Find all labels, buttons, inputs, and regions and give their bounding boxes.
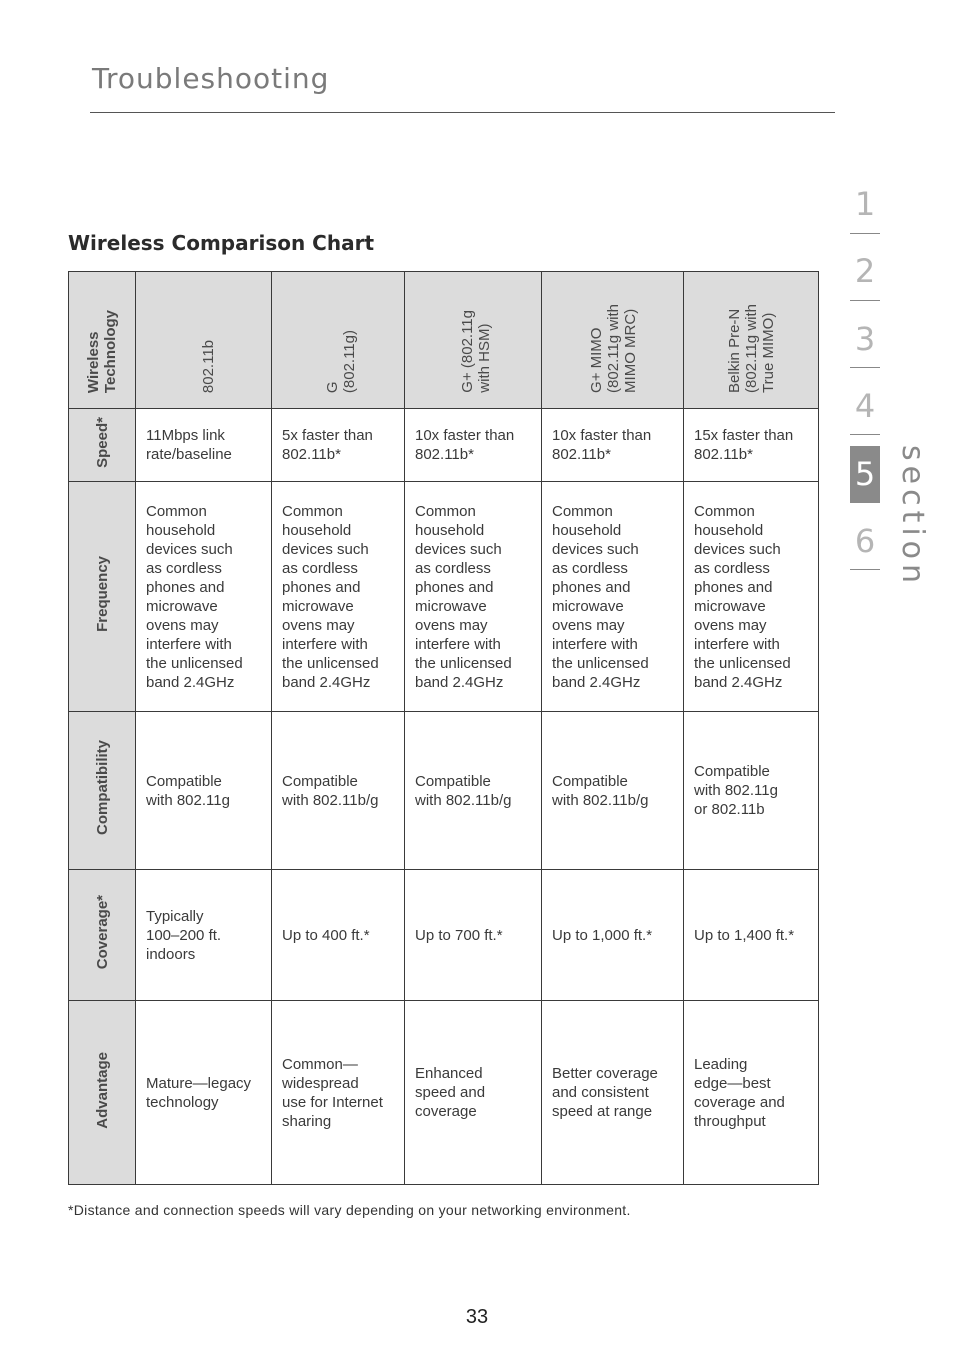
corner-header-label: Wireless Technology [85,309,119,393]
column-header-cell [272,272,405,409]
table-cell: 10x faster than 802.11b* [405,409,542,482]
row-header-cell [69,1001,136,1185]
table-cell: Up to 1,400 ft.* [684,870,819,1001]
section-divider [850,434,880,435]
table-cell: 10x faster than 802.11b* [542,409,684,482]
row-header-label: Frequency [93,556,111,632]
page-header-title: Troubleshooting [92,62,330,95]
table-row-coverage [69,870,819,1001]
table-cell: Common household devices such as cordless phones and microwave ovens may interfere with the unlicensed band 2.4GHz [136,482,272,712]
section-number-6[interactable]: 6 [854,522,876,560]
table-cell: Compatible with 802.11b/g [542,712,684,870]
row-header-cell [69,870,136,1001]
section-number-1[interactable]: 1 [854,185,876,223]
table-cell: Better coverage and consistent speed at range [542,1001,684,1185]
table-cell: Common household devices such as cordless phones and microwave ovens may interfere with the unlicensed band 2.4GHz [684,482,819,712]
column-header-label: G+ MIMO (802.11g with MIMO MRC) [588,304,639,393]
table-cell: Compatible with 802.11b/g [272,712,405,870]
row-header-label: Compatibility [93,740,111,836]
table-cell: Up to 700 ft.* [405,870,542,1001]
column-header-cell [684,272,819,409]
table-cell: Common household devices such as cordless phones and microwave ovens may interfere with the unlicensed band 2.4GHz [405,482,542,712]
table-cell: Compatible with 802.11b/g [405,712,542,870]
table-cell: 5x faster than 802.11b* [272,409,405,482]
section-number-5-active[interactable]: 5 [850,446,880,503]
table-cell: Mature—legacy technology [136,1001,272,1185]
row-header-cell [69,409,136,482]
table-cell: Compatible with 802.11g or 802.11b [684,712,819,870]
header-divider [90,112,835,113]
row-header-cell [69,712,136,870]
table-row-advantage [69,1001,819,1185]
table-cell: Common household devices such as cordless phones and microwave ovens may interfere with the unlicensed band 2.4GHz [542,482,684,712]
section-divider [850,300,880,301]
wireless-comparison-table [68,271,819,1185]
row-header-label: Coverage* [93,895,111,970]
table-cell: Typically 100–200 ft. indoors [136,870,272,1001]
section-divider [850,233,880,234]
column-header-cell [542,272,684,409]
table-cell: Compatible with 802.11g [136,712,272,870]
row-header-cell [69,482,136,712]
table-row-compatibility [69,712,819,870]
column-header-cell [405,272,542,409]
corner-header-cell [69,272,136,409]
column-header-label: 802.11b [200,339,217,393]
table-cell: 15x faster than 802.11b* [684,409,819,482]
chart-title: Wireless Comparison Chart [68,231,375,255]
column-header-label: Belkin Pre-N (802.11g with True MIMO) [726,304,777,393]
section-divider [850,569,880,570]
column-header-label: G (802.11g) [324,329,358,393]
section-number-3[interactable]: 3 [854,320,876,358]
table-cell: Up to 1,000 ft.* [542,870,684,1001]
column-header-label: G+ (802.11g with HSM) [459,310,493,393]
page-number: 33 [465,1306,489,1328]
section-number-4[interactable]: 4 [854,387,876,425]
column-header-cell [136,272,272,409]
row-header-label: Advantage [93,1051,111,1129]
table-cell: Common— widespread use for Internet sharing [272,1001,405,1185]
table-header-row [69,272,819,409]
section-label: section [895,445,930,589]
table-cell: Common household devices such as cordless phones and microwave ovens may interfere with the unlicensed band 2.4GHz [272,482,405,712]
row-header-label: Speed* [93,417,111,468]
table-cell: Up to 400 ft.* [272,870,405,1001]
table-cell: Leading edge—best coverage and throughput [684,1001,819,1185]
section-divider [850,367,880,368]
table-row-frequency [69,482,819,712]
table-cell: Enhanced speed and coverage [405,1001,542,1185]
footnote: *Distance and connection speeds will vary depending on your networking environment. [68,1202,631,1218]
table-cell: 11Mbps link rate/baseline [136,409,272,482]
table-row-speed [69,409,819,482]
section-number-2[interactable]: 2 [854,252,876,290]
